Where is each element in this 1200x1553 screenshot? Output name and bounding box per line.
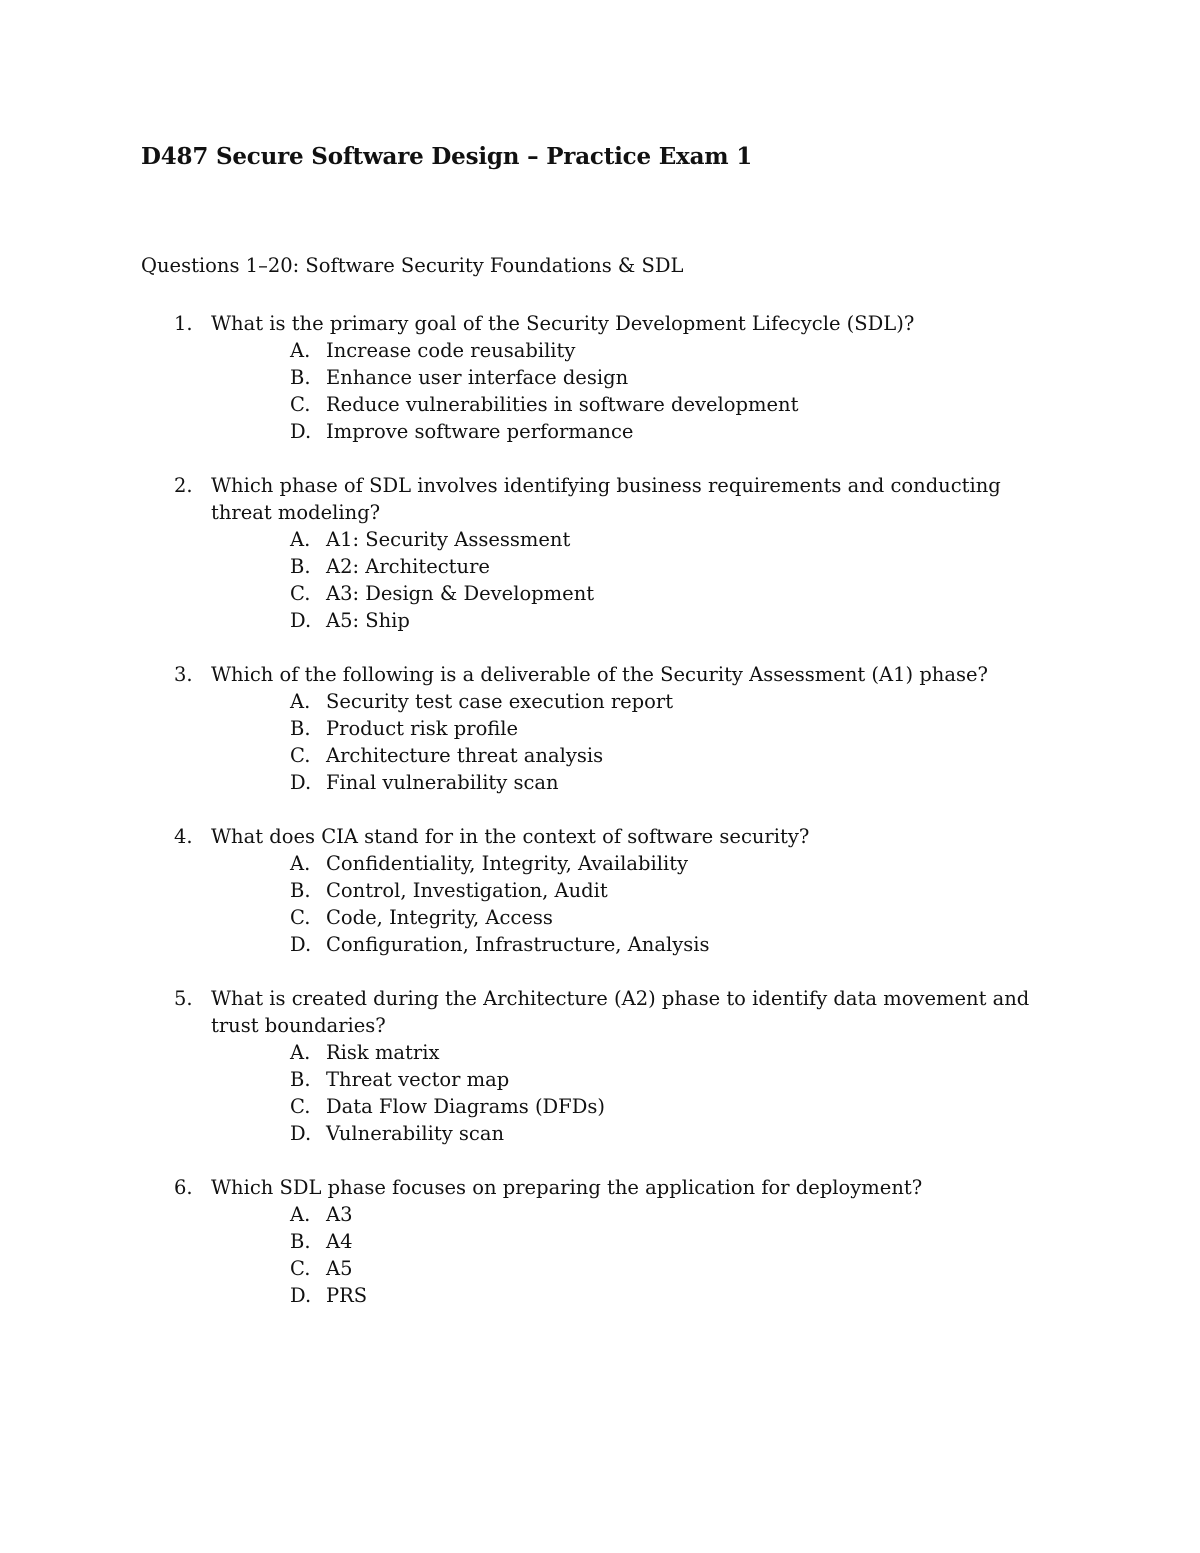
answer-option: [0, 1066, 1200, 1093]
option-text: Threat vector map: [326, 1068, 510, 1091]
question-text: Which of the following is a deliverable of the Security Assessment (A1) phase?: [211, 663, 988, 686]
option-text: A2: Architecture: [326, 555, 490, 578]
question-line: [0, 985, 1200, 1012]
option-letter: C.: [290, 1257, 311, 1280]
option-text: Final vulnerability scan: [326, 771, 559, 794]
option-letter: C.: [290, 744, 311, 767]
option-text: A5: Ship: [326, 609, 410, 632]
question-number: 5.: [174, 987, 193, 1010]
option-text: Product risk profile: [326, 717, 519, 740]
answer-option: [0, 850, 1200, 877]
answer-option: [0, 337, 1200, 364]
option-letter: B.: [290, 717, 311, 740]
question-line: [0, 823, 1200, 850]
option-text: Vulnerability scan: [326, 1122, 505, 1145]
option-text: Architecture threat analysis: [326, 744, 604, 767]
option-letter: A.: [290, 528, 311, 551]
option-letter: B.: [290, 879, 311, 902]
answer-option: [0, 769, 1200, 796]
option-letter: D.: [290, 1284, 312, 1307]
question-number: 3.: [174, 663, 193, 686]
question-number: 4.: [174, 825, 193, 848]
answer-option: [0, 904, 1200, 931]
option-letter: D.: [290, 609, 312, 632]
question-text: Which phase of SDL involves identifying business requirements and conducting: [211, 474, 1001, 497]
answer-option: [0, 553, 1200, 580]
option-text: Configuration, Infrastructure, Analysis: [326, 933, 710, 956]
answer-option: [0, 877, 1200, 904]
question-text: What does CIA stand for in the context of software security?: [211, 825, 810, 848]
option-letter: A.: [290, 1041, 311, 1064]
option-letter: A.: [290, 852, 311, 875]
question-item: [0, 661, 1200, 796]
option-text: Enhance user interface design: [326, 366, 629, 389]
option-text: A5: [326, 1257, 353, 1280]
answer-option: [0, 742, 1200, 769]
question-line: [0, 310, 1200, 337]
question-number: 2.: [174, 474, 193, 497]
answer-option: [0, 1201, 1200, 1228]
answer-option: [0, 1093, 1200, 1120]
answer-option: [0, 1120, 1200, 1147]
option-text: Confidentiality, Integrity, Availability: [326, 852, 689, 875]
option-text: A1: Security Assessment: [326, 528, 571, 551]
option-text: A3: [326, 1203, 353, 1226]
option-letter: D.: [290, 771, 312, 794]
option-letter: A.: [290, 690, 311, 713]
question-number: 6.: [174, 1176, 193, 1199]
question-text: trust boundaries?: [211, 1014, 386, 1037]
question-line: [0, 472, 1200, 499]
answer-option: [0, 580, 1200, 607]
answer-option: [0, 391, 1200, 418]
option-text: PRS: [326, 1284, 368, 1307]
option-text: Data Flow Diagrams (DFDs): [326, 1095, 605, 1118]
answer-option: [0, 688, 1200, 715]
answer-option: [0, 364, 1200, 391]
answer-option: [0, 931, 1200, 958]
answer-option: [0, 1039, 1200, 1066]
option-text: Reduce vulnerabilities in software development: [326, 393, 799, 416]
document-title: D487 Secure Software Design – Practice Exam 1: [141, 143, 753, 170]
option-letter: D.: [290, 420, 312, 443]
option-letter: C.: [290, 1095, 311, 1118]
question-item: [0, 310, 1200, 445]
option-letter: B.: [290, 366, 311, 389]
question-item: [0, 985, 1200, 1147]
answer-option: [0, 418, 1200, 445]
question-item: [0, 823, 1200, 958]
option-letter: C.: [290, 582, 311, 605]
option-text: A3: Design & Development: [326, 582, 595, 605]
question-line: [0, 499, 1200, 526]
option-letter: A.: [290, 1203, 311, 1226]
option-letter: D.: [290, 933, 312, 956]
question-line: [0, 661, 1200, 688]
question-item: [0, 1174, 1200, 1309]
question-list: [0, 310, 1200, 1336]
answer-option: [0, 526, 1200, 553]
option-letter: B.: [290, 1230, 311, 1253]
question-text: What is created during the Architecture (A2) phase to identify data movement and: [211, 987, 1030, 1010]
option-text: Increase code reusability: [326, 339, 576, 362]
option-letter: D.: [290, 1122, 312, 1145]
option-letter: B.: [290, 1068, 311, 1091]
answer-option: [0, 1255, 1200, 1282]
option-letter: A.: [290, 339, 311, 362]
question-item: [0, 472, 1200, 634]
option-text: Control, Investigation, Audit: [326, 879, 608, 902]
option-text: Code, Integrity, Access: [326, 906, 553, 929]
question-text: What is the primary goal of the Security Development Lifecycle (SDL)?: [211, 312, 915, 335]
option-text: Risk matrix: [326, 1041, 440, 1064]
answer-option: [0, 1228, 1200, 1255]
question-text: Which SDL phase focuses on preparing the application for deployment?: [211, 1176, 923, 1199]
section-heading: Questions 1–20: Software Security Foundations & SDL: [141, 254, 684, 277]
option-text: Security test case execution report: [326, 690, 674, 713]
option-letter: B.: [290, 555, 311, 578]
question-text: threat modeling?: [211, 501, 381, 524]
option-letter: C.: [290, 393, 311, 416]
option-text: A4: [326, 1230, 353, 1253]
option-letter: C.: [290, 906, 311, 929]
question-line: [0, 1012, 1200, 1039]
answer-option: [0, 715, 1200, 742]
answer-option: [0, 1282, 1200, 1309]
question-number: 1.: [174, 312, 193, 335]
option-text: Improve software performance: [326, 420, 634, 443]
question-line: [0, 1174, 1200, 1201]
answer-option: [0, 607, 1200, 634]
